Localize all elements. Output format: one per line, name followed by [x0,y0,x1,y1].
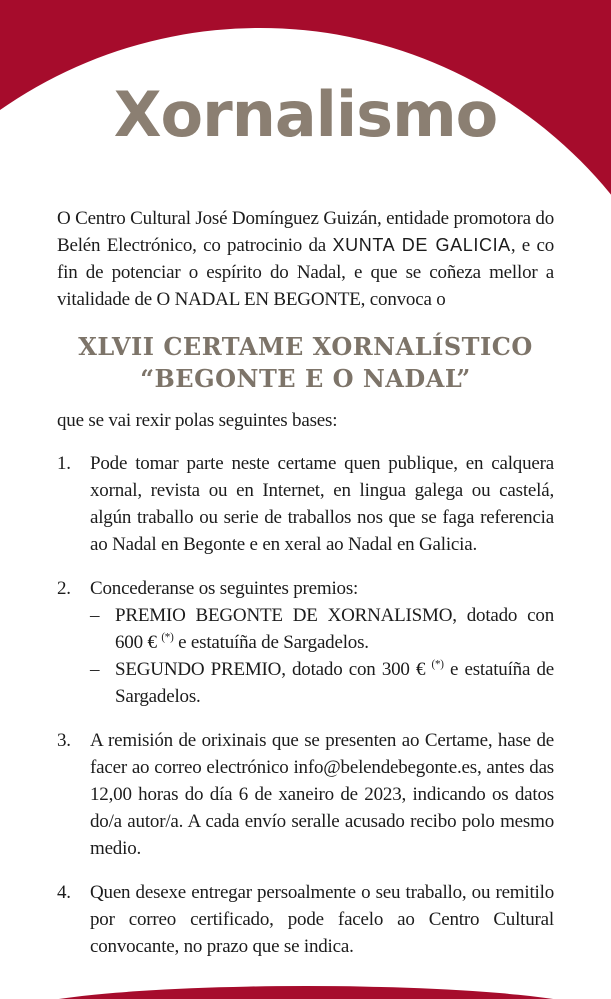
text-segment: O Centro Cultural José Domínguez Guizán, entidade promotora do Belén Electrónico, co patrocinio da [57,208,554,256]
base-item-main-text [90,450,554,558]
flyer-body [57,205,554,977]
footer-arch-shape [6,986,606,999]
base-item-number: 3. [57,730,71,751]
base-item-text [90,575,554,710]
base-item-main-text [90,727,554,862]
text-segment: Quen desexe entregar persoalmente o seu traballo, ou remitilo por correo certificado, pode facelo ao Centro Cultural convocante, no prazo que se indica. [90,882,554,957]
base-item [57,450,554,558]
base-item-number: 1. [57,453,71,474]
base-item [57,879,554,960]
base-item [57,727,554,862]
text-segment: Pode tomar parte neste certame quen publique, en calquera xornal, revista ou en Internet, en lingua galega ou castelá, algún traballo ou serie de traballos nos que se faga referencia ao Nadal en Begonte e en xeral ao Nadal en Galicia. [90,453,554,555]
base-item-main-text [90,879,554,960]
prize-item-dash: – [90,605,100,626]
base-item [57,575,554,710]
prize-item [90,656,554,710]
page-title: Xornalismo [113,78,498,151]
base-item-main-text [90,575,554,602]
text-segment: SEGUNDO PREMIO, dotado con 300 € [115,659,432,680]
text-segment: A remisión de orixinais que se presenten ao Certame, hase de facer ao correo electrónico info@belendebegonte.es, antes das 12,00 horas do día 6 de xaneiro de 2023, indicando os datos do/a autor/a. A cada envío seralle acusado recibo polo mesmo medio. [90,730,554,859]
text-segment: XUNTA DE GALICIA [332,235,511,255]
text-segment: Concederanse os seguintes premios: [90,578,359,599]
prize-item-text [115,656,554,710]
base-item-text [90,879,554,960]
base-item-number: 2. [57,578,71,599]
text-segment: PREMIO BEGONTE DE XORNALISMO, dotado con 600 € [115,605,554,653]
text-segment: (*) [431,658,444,671]
text-segment: (*) [161,631,174,644]
prize-item-text [115,602,554,656]
bases-list [57,450,554,960]
contest-heading-line2: “BEGONTE E O NADAL” [140,364,471,393]
text-segment: e estatuíña de Sargadelos. [173,632,369,653]
intro-paragraph [57,205,554,313]
base-item-number: 4. [57,882,71,903]
header-banner [0,0,611,216]
contest-heading-line1: XLVII CERTAME XORNALÍSTICO [78,332,533,361]
bases-intro-text: que se vai rexir polas seguintes bases: [57,410,338,431]
prize-item [90,602,554,656]
contest-heading [57,331,554,395]
text-segment: e estatuíña de Sargadelos. [115,659,554,707]
base-item-text [90,727,554,862]
base-item-text [90,450,554,558]
prize-item-dash: – [90,659,100,680]
text-segment: , e co fin de potenciar o espírito do Nadal, e que se coñeza mellor a vitalidade de O NADAL EN BEGONTE, convoca o [57,235,554,310]
